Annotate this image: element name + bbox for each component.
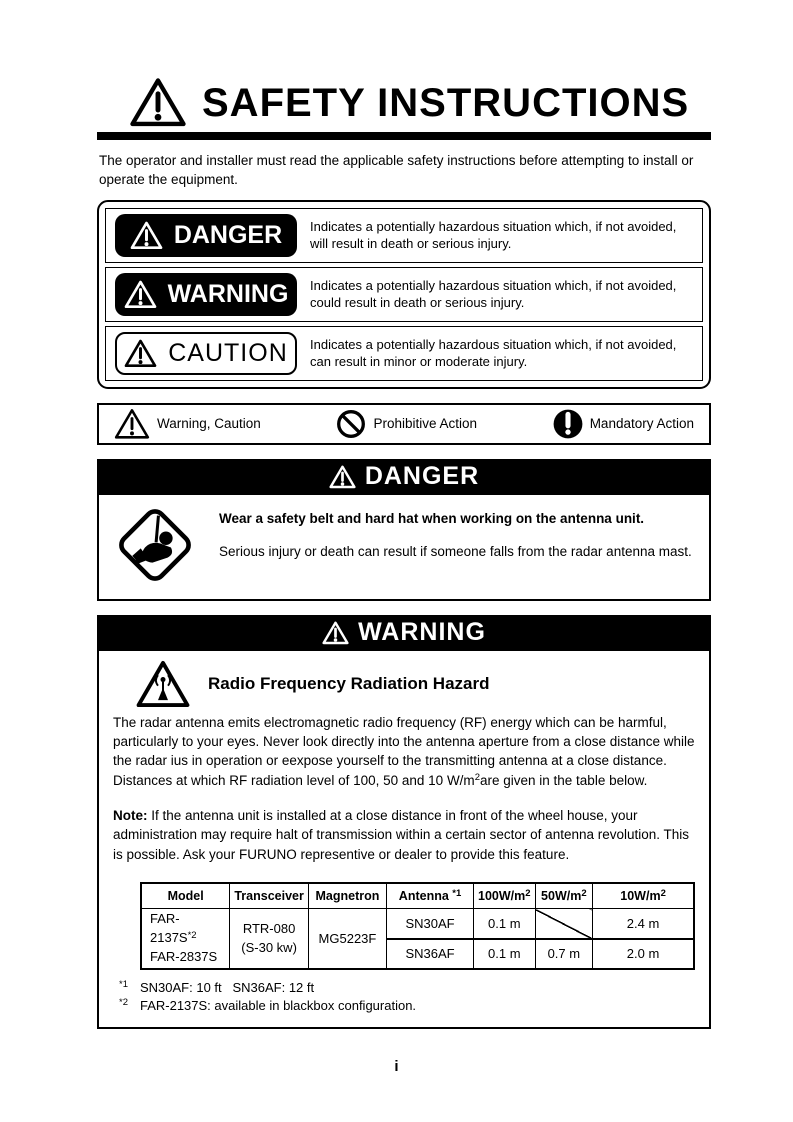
danger-instruction: Wear a safety belt and hard hat when working on the antenna unit.: [219, 510, 645, 526]
danger-section-title: DANGER: [364, 462, 480, 491]
warning-triangle-icon: [130, 221, 163, 250]
table-header-row: [141, 883, 694, 909]
rf-radiation-icon: [135, 659, 191, 709]
transceiver-cell: RTR-080 (S-30 kw): [230, 909, 309, 969]
warning-triangle-icon: [129, 77, 187, 128]
signal-word-definitions: [97, 200, 711, 389]
warning-section-title: WARNING: [358, 618, 486, 647]
danger-definition-text: Indicates a potentially hazardous situation which, if not avoided, will result in death or serious injury.: [310, 218, 677, 252]
rf-hazard-title: Radio Frequency Radiation Hazard: [208, 673, 490, 693]
caution-label: CAUTION: [168, 338, 288, 367]
antenna-cell: SN36AF: [387, 939, 474, 969]
page-title: SAFETY INSTRUCTIONS: [202, 80, 690, 125]
superscript-2: 2: [474, 772, 480, 784]
distance-cell: 2.4 m: [593, 909, 694, 939]
note-label: Note:: [113, 807, 148, 823]
prohibitive-action-label: Prohibitive Action: [373, 416, 478, 432]
rf-hazard-heading-row: [135, 659, 695, 709]
note-paragraph: [113, 806, 695, 864]
crossed-out-cell: [535, 909, 593, 939]
warning-triangle-icon: [124, 280, 157, 309]
danger-section-texts: [219, 503, 692, 562]
danger-consequence: Serious injury or death can result if someone falls from the radar antenna mast.: [219, 543, 692, 559]
col-100w: $100W/m^2$: [474, 883, 536, 909]
distance-cell: 0.7 m: [535, 939, 593, 969]
warning-section-body: [97, 651, 711, 1029]
col-transceiver: Transceiver: [230, 883, 309, 909]
prohibitive-action-symbol: [336, 409, 477, 439]
antenna-cell: SN30AF: [387, 909, 474, 939]
warning-triangle-icon: [114, 408, 150, 440]
warning-section: [97, 615, 711, 1029]
page-title-row: [129, 77, 711, 128]
table-row: [141, 909, 694, 939]
fall-hazard-icon: [113, 503, 197, 587]
warning-label-pill: [115, 273, 297, 316]
document-page: [97, 0, 711, 1029]
warning-triangle-icon: [322, 621, 349, 645]
warning-section-header: [97, 615, 711, 651]
warning-caution-label: Warning, Caution: [157, 416, 261, 432]
symbols-legend: [97, 403, 711, 445]
footnote-2: $^{*2}$ FAR-2137S: available in blackbox configuration.: [119, 997, 417, 1013]
mandatory-action-symbol: [553, 409, 694, 439]
col-50w: $50W/m^2$: [535, 883, 593, 909]
intro-text: The operator and installer must read the applicable safety instructions before attempting to install or operate the equipment.: [99, 153, 694, 187]
warning-definition-text: Indicates a potentially hazardous situation which, if not avoided, could result in death or serious injury.: [310, 277, 677, 311]
warning-definition-row: [105, 267, 703, 322]
rf-distance-table: [140, 882, 695, 970]
model-cell: FAR-$2137S^{*2}$ FAR-2837S: [141, 909, 230, 969]
distance-cell: 0.1 m: [474, 939, 536, 969]
page-number: i: [394, 1058, 399, 1075]
mandatory-icon: [553, 409, 583, 439]
footnotes: [119, 980, 695, 1013]
magnetron-cell: MG5223F: [308, 909, 386, 969]
rf-hazard-paragraph: [113, 713, 695, 790]
col-model: Model: [141, 883, 230, 909]
col-10w: $10W/m^2$: [593, 883, 694, 909]
danger-label-pill: [115, 214, 297, 257]
warning-triangle-icon: [124, 339, 157, 368]
col-antenna: Antenna $^{*1}$: [387, 883, 474, 909]
warning-caution-symbol: [114, 408, 261, 440]
mandatory-action-label: Mandatory Action: [589, 416, 694, 432]
note-text: If the antenna unit is installed at a close distance in front of the wheel house, your administration may require halt of transmission within a certain sector of antenna revolution. This is possible. Ask your FURUNO representive or dealer to provide this feature.: [113, 807, 690, 862]
warning-triangle-icon: [329, 465, 356, 489]
rf-paragraph-text: The radar antenna emits electromagnetic radio frequency (RF) energy which can be harmful, particularly to your eyes. Never look directly into the antenna aperture from a close distance while the radar ius in operation or eexpose yourself to the transmitting antenna at a close distance. Distances at which RF radiation level of 100, 50 and 10 W/m: [113, 714, 695, 788]
danger-section: [97, 459, 711, 601]
col-magnetron: Magnetron: [308, 883, 386, 909]
footnote-1: $^{*1}$ SN30AF: 10 ft SN36AF: 12 ft: [119, 979, 315, 995]
danger-definition-row: [105, 208, 703, 263]
caution-definition-text: Indicates a potentially hazardous situation which, if not avoided, can result in minor or moderate injury.: [310, 336, 677, 370]
danger-label: DANGER: [173, 220, 283, 249]
warning-label: WARNING: [167, 279, 289, 308]
caution-label-pill: [115, 332, 297, 375]
distance-cell: 0.1 m: [474, 909, 536, 939]
title-rule: [97, 132, 711, 140]
danger-section-header: [97, 459, 711, 495]
rf-paragraph-text-end: are given in the table below.: [479, 772, 648, 788]
distance-cell: 2.0 m: [593, 939, 694, 969]
danger-section-body: [97, 495, 711, 601]
caution-definition-row: [105, 326, 703, 381]
prohibitive-icon: [336, 409, 366, 439]
